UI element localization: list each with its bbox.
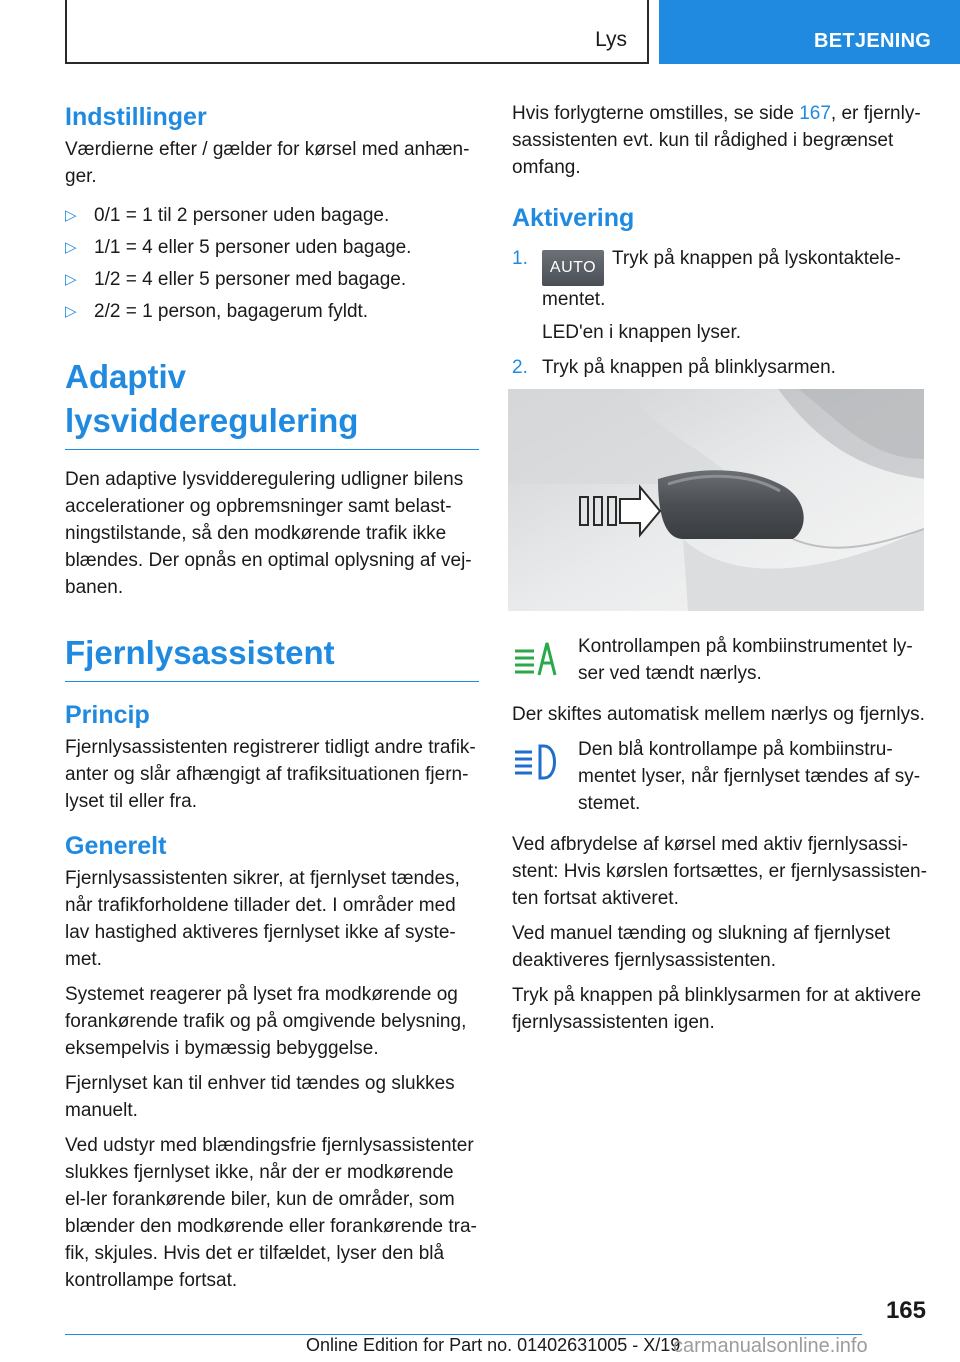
header-chapter-box bbox=[659, 0, 960, 64]
header-section-title: Lys bbox=[595, 28, 627, 51]
triangle-bullet-icon: ▷ bbox=[65, 207, 77, 224]
general-paragraph: Systemet reagerer på lyset fra modkørende og forankørende trafik og på omgivende belysning, eksempelvis i bymæssig bebyggelse. bbox=[65, 984, 467, 1059]
assist-heading: Fjernlysassistent bbox=[65, 631, 479, 682]
adaptive-heading: Adaptiv lysvidderegulering bbox=[65, 355, 479, 450]
activation-steps bbox=[512, 245, 932, 381]
page-reference-link[interactable]: 167 bbox=[799, 103, 831, 124]
general-paragraph: Fjernlyset kan til enhver tid tændes og slukkes manuelt. bbox=[65, 1073, 455, 1121]
header-section-box bbox=[65, 0, 649, 64]
right-column bbox=[512, 100, 932, 1044]
auto-button-icon: AUTO bbox=[542, 250, 604, 286]
general-paragraph: Ved udstyr med blændingsfrie fjernlysassistenter slukkes fjernlyset ikke, når der er modkørende el-ler forankørende biler, kun de områder, som blænder den modkørende eller forankørende tra-fik, skjules. Hvis det er tilfældet, lyser den blå kontrollampe fortsat. bbox=[65, 1135, 477, 1291]
general-heading: Generelt bbox=[65, 832, 167, 860]
body-paragraph: Tryk på knappen på blinklysarmen for at aktivere fjernlysassistenten igen. bbox=[512, 985, 922, 1033]
step-item: 1. AUTO Tryk på knappen på lyskontaktele-mentet. LED'en i knappen lyser. bbox=[512, 245, 932, 346]
list-item: ▷ 1/2 = 4 eller 5 personer med bagage. bbox=[65, 266, 479, 293]
left-column bbox=[65, 100, 479, 1302]
step-item: 2. Tryk på knappen på blinklysarmen. bbox=[512, 354, 932, 381]
step-number: 1. bbox=[512, 248, 528, 269]
triangle-bullet-icon: ▷ bbox=[65, 271, 77, 288]
green-lamp-note: Kontrollampen på kombiinstrumentet ly-ser ved tændt nærlys. bbox=[512, 633, 932, 687]
general-paragraph: Fjernlysassistenten sikrer, at fjernlyset tændes, når trafikforholdene tillader det. I områder med lav hastighed aktiveres fjernlyset ikke af syste-met. bbox=[65, 868, 460, 970]
list-item: ▷ 1/1 = 4 eller 5 personer uden bagage. bbox=[65, 234, 479, 261]
intro-paragraph: Hvis forlygterne omstilles, se side 167, er fjernly-sassistenten evt. kun til rådighed i begrænset omfang. bbox=[512, 103, 921, 178]
high-beam-indicator-icon bbox=[512, 742, 562, 782]
list-item: ▷ 2/2 = 1 person, bagagerum fyldt. bbox=[65, 298, 479, 325]
body-paragraph: Ved afbrydelse af kørsel med aktiv fjernlysassi-stent: Hvis kørslen fortsættes, er fjernlysassisten-ten fortsat aktiveret. bbox=[512, 834, 927, 909]
adaptive-text: Den adaptive lysvidderegulering udligner bilens accelerationer og opbremsninger samt belast-ningstilstande, så den modkørende trafik ikke blændes. Der opnås en optimal oplysning af vej-banen. bbox=[65, 469, 472, 598]
settings-list bbox=[65, 202, 479, 325]
header-chapter-title: BETJENING bbox=[814, 30, 932, 52]
step-number: 2. bbox=[512, 357, 528, 378]
principle-heading: Princip bbox=[65, 701, 150, 729]
body-paragraph: Ved manuel tænding og slukning af fjernlyset deaktiveres fjernlysassistenten. bbox=[512, 923, 891, 971]
page-number: 165 bbox=[885, 1297, 926, 1324]
principle-text: Fjernlysassistenten registrerer tidligt andre trafik-anter og slår afhængigt af trafiksituationen fjern-lyset til eller fra. bbox=[65, 737, 476, 812]
settings-intro: Værdierne efter / gælder for kørsel med anhæn-ger. bbox=[65, 139, 470, 187]
low-beam-assist-indicator-icon bbox=[512, 639, 562, 679]
activation-heading: Aktivering bbox=[512, 204, 635, 232]
watermark: carmanualsonline.info bbox=[673, 1335, 868, 1357]
switch-text: Der skiftes automatisk mellem nærlys og fjernlys. bbox=[512, 704, 925, 725]
list-item: ▷ 0/1 = 1 til 2 personer uden bagage. bbox=[65, 202, 479, 229]
settings-heading: Indstillinger bbox=[65, 103, 207, 131]
blue-lamp-note: Den blå kontrollampe på kombiinstru-mentet lyser, når fjernlyset tændes af sy-stemet. bbox=[512, 736, 932, 817]
turn-signal-lever-illustration bbox=[508, 389, 924, 611]
triangle-bullet-icon: ▷ bbox=[65, 239, 77, 256]
footer-edition: Online Edition for Part no. 01402631005 - X/19 bbox=[306, 1335, 681, 1355]
step-subtext: LED'en i knappen lyser. bbox=[542, 322, 742, 343]
triangle-bullet-icon: ▷ bbox=[65, 303, 77, 320]
